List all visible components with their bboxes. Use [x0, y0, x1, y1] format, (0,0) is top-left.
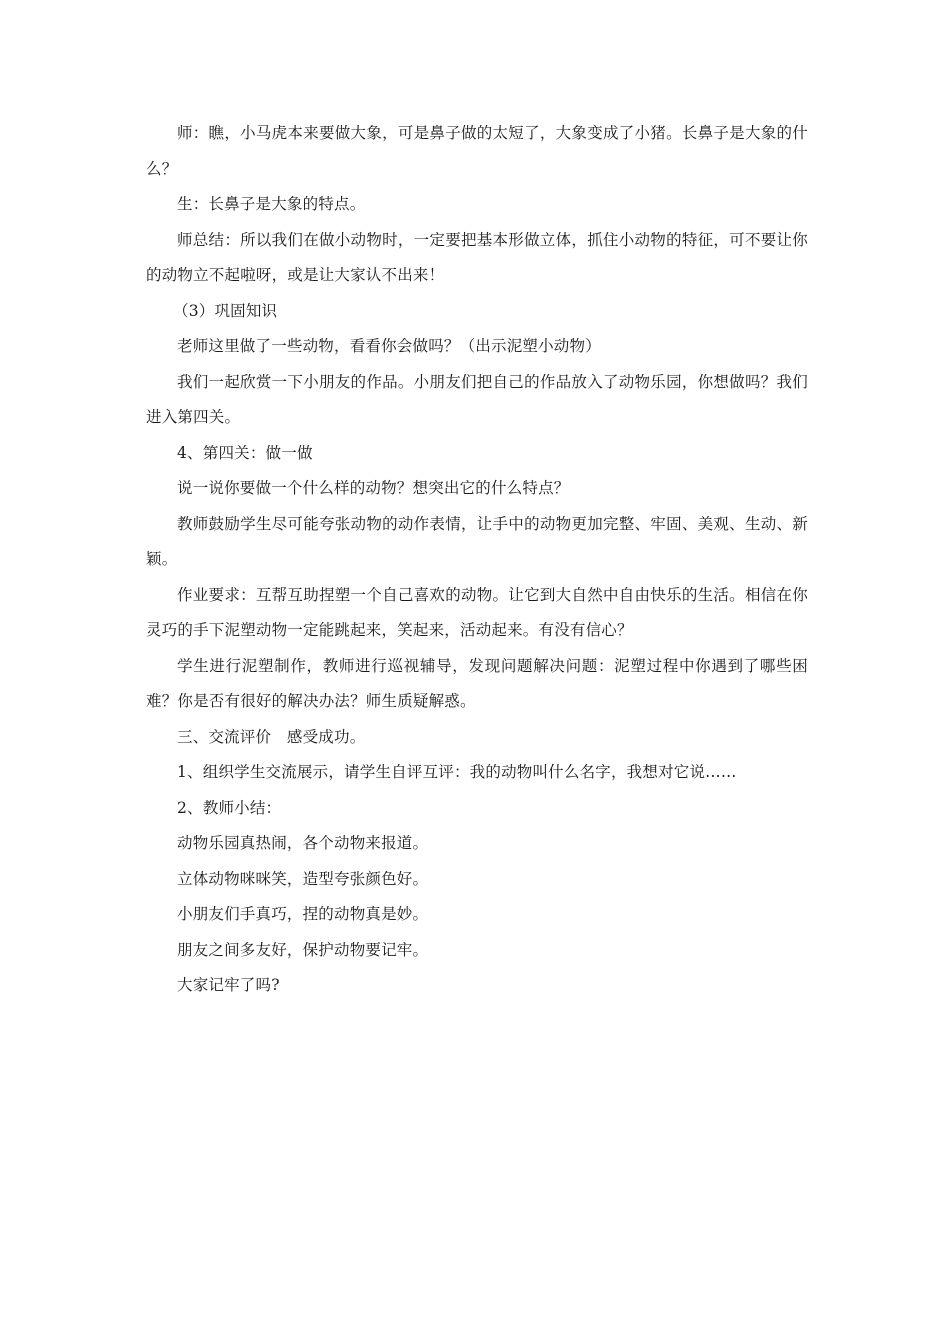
section-heading-level-four: 4、第四关：做一做	[177, 443, 313, 462]
rhyme-line-2: 立体动物咪咪笑，造型夸张颜色好。	[177, 869, 429, 888]
paragraph-teacher-animals: 老师这里做了一些动物，看看你会做吗？（出示泥塑小动物）	[177, 337, 601, 355]
paragraph-teacher-encourage: 教师鼓励学生尽可能夸张动物的动作表情，让手中的动物更加完整、牢固、美观、生动、新颖。	[146, 514, 808, 568]
document-body	[146, 116, 808, 1004]
paragraph-show-works: 1、组织学生交流展示，请学生自评互评：我的动物叫什么名字，我想对它说……	[177, 763, 737, 781]
section-heading-evaluation: 三、交流评价 感受成功。	[177, 727, 366, 746]
paragraph-teacher-elephant: 师：瞧，小马虎本来要做大象，可是鼻子做的太短了，大象变成了小猪。长鼻子是大象的什么？	[146, 124, 808, 178]
rhyme-line-4: 朋友之间多友好，保护动物要记牢。	[177, 940, 429, 959]
rhyme-line-3: 小朋友们手真巧，捏的动物真是妙。	[177, 905, 429, 923]
closing-question: 大家记牢了吗?	[177, 976, 280, 994]
paragraph-teacher-summary: 师总结：所以我们在做小动物时，一定要把基本形做立体，抓住小动物的特征，可不要让你的动物立不起啦呀，或是让大家认不出来！	[146, 230, 808, 284]
paragraph-appreciate-works: 我们一起欣赏一下小朋友的作品。小朋友们把自己的作品放入了动物乐园，你想做吗？我们进入第四关。	[146, 372, 808, 426]
paragraph-student-making: 学生进行泥塑制作，教师进行巡视辅导，发现问题解决问题：泥塑过程中你遇到了哪些困难？你是否有很好的解决办法？师生质疑解惑。	[146, 656, 808, 710]
paragraph-discuss-animal: 说一说你要做一个什么样的动物？想突出它的什么特点？	[177, 479, 570, 497]
section-heading-consolidate: （3）巩固知识	[173, 301, 278, 320]
paragraph-homework: 作业要求：互帮互助捏塑一个自己喜欢的动物。让它到大自然中自由快乐的生活。相信在你灵巧的手下泥塑动物一定能跳起来，笑起来，活动起来。有没有信心？	[146, 585, 808, 639]
rhyme-line-1: 动物乐园真热闹，各个动物来报道。	[177, 834, 429, 852]
paragraph-teacher-conclusion: 2、教师小结：	[177, 798, 282, 817]
paragraph-student-answer: 生：长鼻子是大象的特点。	[177, 195, 366, 213]
